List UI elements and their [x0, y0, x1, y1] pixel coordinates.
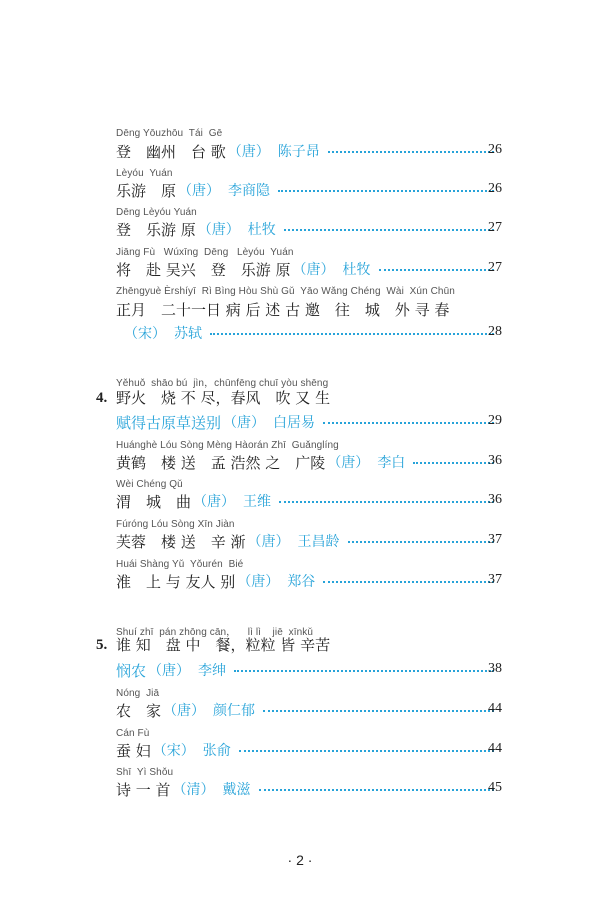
- poem-title: 淮 上 与 友人 别: [116, 572, 236, 591]
- dot-leader: [323, 422, 494, 424]
- author-name: 戴滋: [222, 782, 251, 798]
- page-ref: 26: [488, 142, 502, 157]
- dynasty-label: （唐）: [148, 663, 191, 679]
- page-ref: 37: [488, 572, 502, 587]
- toc-row: [116, 570, 502, 592]
- toc-row-continued: [124, 322, 502, 344]
- poem-title: 蚕 妇: [116, 741, 151, 760]
- toc-row: [116, 778, 502, 800]
- author-name: 苏轼: [174, 326, 202, 342]
- toc-row: [116, 739, 502, 761]
- dot-leader: [259, 789, 494, 791]
- poem-title: 农 家: [116, 701, 162, 720]
- toc-row: [116, 179, 502, 201]
- pinyin-line: Huánghè Lóu Sòng Mèng Hàorán Zhī Guǎnglíng: [116, 440, 339, 451]
- poem-title: 诗 一 首: [116, 780, 171, 799]
- pinyin-line: Dēng Lèyóu Yuán: [116, 207, 197, 218]
- poem-title: 黄鹤 楼 送 孟 浩然 之 广陵: [116, 453, 326, 472]
- dynasty-label: （唐）: [237, 574, 280, 590]
- dot-leader: [348, 541, 494, 543]
- page-ref: 36: [488, 453, 502, 468]
- dynasty-label: （宋）: [152, 743, 195, 759]
- dot-leader: [239, 750, 494, 752]
- toc-row: [116, 298, 502, 320]
- author-name: 李绅: [198, 663, 227, 679]
- author-name: 白居易: [273, 415, 316, 431]
- author-name: 张俞: [202, 743, 231, 759]
- toc-row: [116, 140, 502, 162]
- page-ref: 27: [488, 260, 502, 275]
- pinyin-line: Shī Yì Shǒu: [116, 767, 174, 778]
- poem-title: 登 幽州 台 歌: [116, 142, 226, 161]
- dot-leader: [323, 581, 494, 583]
- verse-text: 谁 知 盘 中 餐，粒粒 皆 辛苦: [116, 635, 331, 654]
- dynasty-label: （唐）: [292, 262, 335, 278]
- toc-row-main: [116, 659, 502, 681]
- section-number: 5.: [96, 637, 108, 653]
- author-name: 李商隐: [228, 183, 271, 199]
- toc-row: [116, 218, 502, 240]
- dynasty-label: （唐）: [247, 534, 290, 550]
- page-number: · 2 ·: [287, 852, 313, 868]
- page-ref: 36: [488, 492, 502, 507]
- dot-leader: [210, 333, 494, 335]
- page-ref: 29: [488, 413, 502, 428]
- dynasty-label: （唐）: [163, 703, 206, 719]
- pinyin-line: Wèi Chéng Qǔ: [116, 479, 183, 490]
- dynasty-label: （清）: [172, 782, 215, 798]
- page-ref: 27: [488, 220, 502, 235]
- pinyin-line: Shuí zhī pán zhōng cān， lì lì jiē xīnkǔ: [116, 627, 314, 638]
- toc-row-main: [116, 411, 502, 433]
- poem-title: 正月 二十一日 病 后 述 古 邀 往 城 外 寻 春: [116, 300, 450, 319]
- verse-line: [116, 633, 502, 655]
- dynasty-label: （唐）: [178, 183, 221, 199]
- author-name: 颜仁郁: [213, 703, 256, 719]
- dot-leader: [379, 269, 494, 271]
- pinyin-line: Zhēngyuè Èrshíyī Rì Bìng Hòu Shù Gǔ Yāo Wǎng Chéng Wài Xún Chūn: [116, 286, 455, 297]
- pinyin-line: Cán Fù: [116, 728, 150, 739]
- dynasty-label: （宋）: [124, 326, 166, 342]
- dot-leader: [278, 190, 494, 192]
- dot-leader: [413, 462, 494, 464]
- dot-leader: [234, 670, 494, 672]
- poem-title: 悯农: [116, 661, 147, 680]
- author-name: 杜牧: [247, 222, 276, 238]
- toc-row: [116, 699, 502, 721]
- toc-row: [116, 530, 502, 552]
- author-name: 郑谷: [287, 574, 316, 590]
- pinyin-line: Huái Shàng Yǔ Yǒurén Bié: [116, 559, 244, 570]
- page-ref: 37: [488, 532, 502, 547]
- author-name: 杜牧: [342, 262, 371, 278]
- toc-row: [116, 451, 502, 473]
- poem-title: 登 乐游 原: [116, 220, 196, 239]
- poem-title: 将 赴 吴兴 登 乐游 原: [116, 260, 291, 279]
- dot-leader: [263, 710, 494, 712]
- page-ref: 45: [488, 780, 502, 795]
- dot-leader: [328, 151, 494, 153]
- dynasty-label: （唐）: [223, 415, 266, 431]
- dynasty-label: （唐）: [197, 222, 240, 238]
- page-ref: 28: [488, 324, 502, 339]
- dynasty-label: （唐）: [193, 494, 236, 510]
- author-name: 王维: [243, 494, 272, 510]
- poem-title: 渭 城 曲: [116, 492, 192, 511]
- dot-leader: [279, 501, 494, 503]
- dynasty-label: （唐）: [227, 144, 270, 160]
- author-name: 陈子昂: [277, 144, 320, 160]
- pinyin-line: Yěhuǒ shāo bú jìn，chūnfēng chuī yòu shēng: [116, 378, 329, 389]
- author-name: 李白: [377, 455, 406, 471]
- section-number: 4.: [96, 390, 108, 406]
- verse-line: [116, 386, 502, 408]
- verse-text: 野火 烧 不 尽，春风 吹 又 生: [116, 388, 331, 407]
- pinyin-line: Lèyóu Yuán: [116, 168, 173, 179]
- page-ref: 44: [488, 741, 502, 756]
- poem-title: 赋得古原草送别: [116, 413, 222, 432]
- poem-title: 乐游 原: [116, 181, 177, 200]
- toc-row: [116, 258, 502, 280]
- dynasty-label: （唐）: [327, 455, 370, 471]
- page-ref: 44: [488, 701, 502, 716]
- dot-leader: [284, 229, 494, 231]
- poem-title: 芙蓉 楼 送 辛 渐: [116, 532, 246, 551]
- page-ref: 26: [488, 181, 502, 196]
- pinyin-line: Jiāng Fù Wúxīng Dēng Lèyóu Yuán: [116, 247, 294, 258]
- author-name: 王昌龄: [297, 534, 340, 550]
- page-ref: 38: [488, 661, 502, 676]
- pinyin-line: Dēng Yōuzhōu Tái Gē: [116, 128, 223, 139]
- pinyin-line: Nóng Jiā: [116, 688, 160, 699]
- toc-row: [116, 490, 502, 512]
- pinyin-line: Fúróng Lóu Sòng Xīn Jiàn: [116, 519, 235, 530]
